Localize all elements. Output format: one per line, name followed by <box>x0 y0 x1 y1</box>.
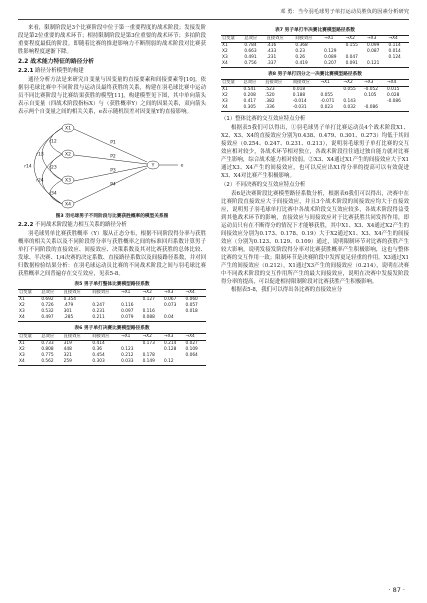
column-header: 直接效应 <box>63 290 92 297</box>
table-cell: .337 <box>266 61 295 68</box>
table-cell: X4 <box>221 105 243 112</box>
table-cell: X4 <box>221 61 243 68</box>
table-cell: 0.116 <box>142 309 155 314</box>
table-cell: 0.018 <box>185 309 198 314</box>
table-cell: 0.04 <box>163 315 184 322</box>
column-header: 间接效应 <box>294 36 323 43</box>
table-cell: 0.726 <box>41 303 54 308</box>
table-cell: 0.247 <box>92 303 105 308</box>
subsection-title: 不同战术阶段能力相互关系的路径分析 <box>35 222 127 228</box>
paragraph: 表6是决赛阶段比赛模型路径系数分析，根据表6我们可以得出，决赛中在比赛阶段直接效应大于间接效应，并且3个战术阶段的间接效应均大于直接效应，说明男子羽毛球单打比赛中各战术阶段交互效应较多，各战术阶段得益受到其他战术环节的影响，直接效应与间接效应对于比赛获胜共同发挥作用，即运动员只有在不断得分的情况下才能够获胜，其中X1、X3、X4通过X2产生的间接效应分别为0.173、0.178、0.19）大于X2通过X1、X3、X4产生的间接效应（分别为0.123、0.129、0.109）通过，说明限制环节对比赛的获胜产生较大影响，说明发接发阶段得分率对比赛获胜概率产生积极影响，这也与整体比赛的交互作用一致；限制环节是决赛阶段中发挥更足轻重的作用。X3通过X1产生的间接效应（0.212），X1通过X3产生的间接效应（0.214），说明在决赛中不同战术阶段的交互作用所产生的最大间接效应，说明在决赛中发接发阶段得分率的提高，可以促进相持限制阶段对比赛获胜产生积极影响。 <box>221 191 409 285</box>
table-cell: 0.127 <box>142 297 155 302</box>
column-header: →X2 <box>342 80 363 87</box>
table-cell: X2 <box>19 303 25 308</box>
subsection-heading: （2）不同决赛的交互效应特点分析 <box>221 182 306 188</box>
table-cell: 0.028 <box>387 93 400 98</box>
table-cell: -0.052 <box>364 87 378 92</box>
table-header-row <box>221 36 409 43</box>
table-cell <box>184 359 206 366</box>
table-cell: 0.368 <box>295 43 308 48</box>
table-cell: 0.305 <box>243 105 265 112</box>
column-header: 间接效应 <box>91 334 120 341</box>
table-cell: 0.173 <box>142 341 155 346</box>
table-cell: -0.014 <box>292 99 307 104</box>
table-cell: 0.015 <box>387 87 400 92</box>
table-cell: X2 <box>19 347 25 352</box>
table-cell: X3 <box>222 55 228 60</box>
path-label: P1 <box>110 140 116 146</box>
table-cell: X4 <box>18 359 40 366</box>
column-header: 间接效应 <box>292 80 320 87</box>
column-header: →X2 <box>142 334 163 341</box>
column-header: →X3 <box>366 36 387 43</box>
table-cell: 0.099 <box>367 43 380 48</box>
table-cell: X1 <box>222 87 228 92</box>
table-cell: 0.033 <box>120 359 141 366</box>
table-cell: 0.027 <box>185 341 198 346</box>
column-header: →X4 <box>386 80 409 87</box>
table-cell: 0.067 <box>164 297 177 302</box>
table-cell: 0.089 <box>324 55 337 60</box>
table-cell: 0.417 <box>243 99 256 104</box>
table-cell: 0.114 <box>388 43 401 48</box>
table-cell: 301 <box>63 309 72 314</box>
corr-label: r14 <box>24 164 32 170</box>
column-header: →X2 <box>345 36 366 43</box>
table-cell: 0.414 <box>92 341 105 346</box>
subsection-number: 2.2.1 <box>18 68 34 74</box>
table-cell <box>184 315 206 322</box>
table-row <box>221 61 409 68</box>
table-cell: X1 <box>19 297 25 302</box>
table-cell: 0.454 <box>92 353 105 358</box>
path-label: P3 <box>110 168 116 174</box>
table-cell: 0.692 <box>41 297 54 302</box>
table-cell: 0.178 <box>142 353 155 358</box>
table-cell: .231 <box>266 55 277 60</box>
table-cell: 0.231 <box>92 309 105 314</box>
subsection-heading <box>18 221 206 229</box>
table-cell: -0.031 <box>292 105 320 112</box>
table-cell: 0.214 <box>164 341 177 346</box>
table-cell: X3 <box>19 353 25 358</box>
subsection-heading: （1）整体比赛的交互效应特点分析 <box>221 116 306 122</box>
node-label: X1 <box>65 126 71 132</box>
column-header: →X3 <box>163 334 184 341</box>
table-cell: .523 <box>265 87 275 92</box>
paragraph: 羽毛球男单比赛获胜概率（Y）服从正态分布，根据不同阶段得分率与获胜概率的相关关系以及不同阶段得分率与获胜概率之间的标准回归系数计算男子单打不同阶段的直接效应、间接效应、决策系数及其对比赛获胜的总体比较、发球、半决赛、1/4决赛的决定系数、直接路径系数以及间接路径系数，并对回归数据检验结果分析：在羽毛球运动员比赛的不同战术阶段之间与羽毛球比赛获胜概率之间普遍存在交互效应，见表5-8。 <box>18 231 206 277</box>
column-header: →X1 <box>120 334 141 341</box>
page-number: · 87 · <box>388 586 405 594</box>
table-cell: .382 <box>265 99 275 104</box>
table-cell: 0.26 <box>295 55 305 60</box>
table-cell: X1 <box>19 341 25 346</box>
table-cell: 0.060 <box>185 297 198 302</box>
column-header: →X3 <box>163 290 184 297</box>
table-cell: X1 <box>222 43 228 48</box>
table-cell <box>387 61 409 68</box>
table-cell: 0.155 <box>345 43 358 48</box>
table-cell: X3 <box>222 99 228 104</box>
column-header: 总效应 <box>40 334 62 341</box>
column-header: →X1 <box>323 36 344 43</box>
table-cell: 0.116 <box>121 303 134 308</box>
left-column <box>18 24 206 369</box>
table-cell: 321 <box>63 353 72 358</box>
table-cell: 0.211 <box>91 315 120 322</box>
corr-label: r24 <box>36 178 44 184</box>
table-row <box>18 359 206 366</box>
table-cell: 0.541 <box>243 87 256 92</box>
table-cell: 0.014 <box>388 49 401 54</box>
table-cell: 0.303 <box>91 359 120 366</box>
table-cell: 0.207 <box>323 61 344 68</box>
table-cell: 0.775 <box>41 353 54 358</box>
path-coefficient-table <box>221 35 409 68</box>
table-cell: X4 <box>18 315 40 322</box>
table-cell: -0.071 <box>320 99 335 104</box>
table-cell: 0.808 <box>41 347 54 352</box>
column-header: 总效应 <box>40 290 62 297</box>
column-header: 总效应 <box>243 36 265 43</box>
column-header: →X4 <box>184 334 206 341</box>
table-cell: 0.105 <box>364 93 377 98</box>
node-label: Y <box>151 163 155 169</box>
figure-caption: 图3 羽毛球男子不同阶段与比赛获胜概率的模型关系图 <box>55 214 169 219</box>
table-cell: 0.188 <box>292 93 306 98</box>
table-row <box>221 105 409 112</box>
table-cell: 0.055 <box>343 87 356 92</box>
table-cell: 0.733 <box>41 341 54 346</box>
table-cell: 0.212 <box>121 353 134 358</box>
table-cell <box>386 105 409 112</box>
table-cell: 0.143 <box>343 99 356 104</box>
paragraph: 根据表5我们可以得出，①羽毛球男子单打比赛运动员4个战术阶段X1、X2、X3、X4的直接效应分别为0.438、0.479、0.301、0.273）均低于其间接效应（0.254、0.247、0.231、0.213），说明羽毛球男子单打比赛的交互效应相对较少，各战术环节相对独立，各战术阶段往往通过独自能力就对比赛产生影响，综合战术能力相对较弱。②X3、X4通过X1产生的间接效应大于X1通过X3、X4产生的间接效应，也可以反应出X1得分率的提高可以有效促进X3、X4对比赛产生积极影响。 <box>221 125 409 179</box>
table-cell: 0.128 <box>164 347 177 352</box>
table-header-row <box>18 290 206 297</box>
table-cell: 0.023 <box>320 105 343 112</box>
right-column <box>221 24 409 294</box>
table-cell: 0.129 <box>324 49 337 54</box>
table-cell: .433 <box>266 49 277 54</box>
table-cell: 0.123 <box>121 347 134 352</box>
table-cell: 448 <box>63 347 72 352</box>
table-cell: 0.756 <box>243 61 265 68</box>
tables-right <box>221 27 409 112</box>
table-cell: 0.018 <box>292 87 306 92</box>
table-cell: .416 <box>266 43 277 48</box>
table-cell: 0.354 <box>63 297 76 302</box>
column-header: 直接效应 <box>63 334 92 341</box>
table-caption: 表7 男子单打半决赛比赛模型路径系数 <box>275 28 355 33</box>
table-cell: X2 <box>222 49 228 54</box>
subsection-heading <box>18 67 206 75</box>
table-cell: 0.497 <box>40 315 62 322</box>
paragraph: 根据表5-8，我们可以得出各比赛的直接效应分 <box>231 287 343 293</box>
column-header: →X3 <box>363 80 386 87</box>
table-cell: .285 <box>63 315 92 322</box>
table-row <box>18 315 206 322</box>
corr-label: r12 <box>49 139 57 145</box>
path-coefficient-table <box>18 289 206 322</box>
table-cell: 0.032 <box>342 105 363 112</box>
path-coefficient-table <box>221 79 409 112</box>
table-cell: X2 <box>222 93 228 98</box>
node-label: X2 <box>65 152 71 158</box>
table-cell: 319 <box>63 341 72 346</box>
column-header: →X1 <box>320 80 343 87</box>
column-header: 自变量 <box>18 334 40 341</box>
node-label: X3 <box>65 178 71 184</box>
column-header: 直接效应 <box>264 80 292 87</box>
column-header: 自变量 <box>18 290 40 297</box>
table-cell: .336 <box>264 105 292 112</box>
table-cell: 0.208 <box>243 93 256 98</box>
table-cell: 0.532 <box>41 309 54 314</box>
path-model-figure <box>18 118 206 210</box>
column-header: 直接效应 <box>266 36 295 43</box>
column-header: 间接效应 <box>91 290 120 297</box>
table-cell: 0.149 <box>142 359 163 366</box>
table-cell: 0.064 <box>185 353 198 358</box>
paragraph: 来看，限制阶段是3个比赛阶段中位于第一重要程度的战术阶段；发接发阶段是第2位重要的战术环节；相持限制阶段是第3位重要的战术环节；多拍阶段重要程度最低的阶段。即随着比赛的推进影响力不断削弱的战术阶段对比赛获胜影响程度逐渐下降。 <box>18 25 206 55</box>
column-header: →X4 <box>184 290 206 297</box>
node-label: X4 <box>65 202 71 208</box>
table-cell: 259 <box>63 359 92 366</box>
table-cell: 0.124 <box>388 55 401 60</box>
column-header: 自变量 <box>221 80 243 87</box>
running-header: 邓 勇：当今羽毛球男子单打运动员胜负的因素分析研究 <box>18 7 409 20</box>
table-cell: 0.36 <box>92 347 102 352</box>
table-cell: 0.12 <box>163 359 184 366</box>
table-cell: -0.086 <box>363 105 386 112</box>
table-cell: 0.079 <box>120 315 141 322</box>
table-caption: 表8 男子单打四分之一决赛比赛模型路径系数 <box>268 72 362 77</box>
table-cell: 0.419 <box>294 61 323 68</box>
path-label: P4 <box>110 182 116 188</box>
table-caption: 表5 男子单打整体比赛模型路径系数 <box>74 282 150 287</box>
table-cell: .479 <box>63 303 74 308</box>
table-cell: 0.097 <box>121 309 134 314</box>
table-cell: 0.562 <box>40 359 62 366</box>
corr-label: r23 <box>49 165 57 171</box>
table-cell: 0.057 <box>185 303 198 308</box>
table-cell: 0.784 <box>244 43 257 48</box>
column-header: 自变量 <box>221 36 243 43</box>
table-cell: 0.663 <box>244 49 257 54</box>
table-cell: 0.091 <box>345 61 366 68</box>
column-header: →X4 <box>387 36 409 43</box>
subsection-number: 2.2.2 <box>18 222 34 228</box>
column-header: →X2 <box>142 290 163 297</box>
column-header: 总效应 <box>243 80 265 87</box>
subsection-title: 路径分析模型的构建 <box>35 68 84 74</box>
table-cell: 0.491 <box>244 55 257 60</box>
paragraph: 通径分析方法是来研究自变量与因变量的直接要素和间接要素等[10]。依据羽毛球比赛中不同阶段与运动员最终获胜的关系，构建在羽毛球比赛中运动员不同比赛阶段与比赛结果获胜的模型[11]，构建模型见下图，其中单向箭头表示自变量（四战术阶段指标X）与（获胜概率Y）之间的因果关系，双向箭头表示两个自变量之间的相关关系，e表示随机误差对因变量Y的直接影响。 <box>18 77 206 115</box>
path-coefficient-table <box>18 333 206 366</box>
table-header-row <box>221 80 409 87</box>
table-cell: 0.088 <box>142 315 163 322</box>
table-header-row <box>18 334 206 341</box>
column-header: →X1 <box>120 290 141 297</box>
error-label: e <box>180 163 184 169</box>
table-cell: -0.086 <box>387 99 401 104</box>
corr-label: r13 <box>36 152 44 158</box>
table-cell: X3 <box>19 309 25 314</box>
section-heading: 2.2 战术能力特征的路径分析 <box>18 59 95 65</box>
table-cell: 0.055 <box>320 93 333 98</box>
table-cell: 0.23 <box>295 49 305 54</box>
table-caption: 表6 男子单打决赛比赛模型路径系数 <box>74 326 150 331</box>
tables-left <box>18 281 206 366</box>
corr-label: r34 <box>49 191 57 197</box>
path-label: P2 <box>110 154 116 160</box>
table-cell: 0.121 <box>366 61 387 68</box>
table-cell: 0.047 <box>345 55 358 60</box>
table-cell: .520 <box>265 93 275 98</box>
table-cell: 0.109 <box>185 347 198 352</box>
table-cell: 0.073 <box>164 303 177 308</box>
table-cell: 0.087 <box>367 49 380 54</box>
